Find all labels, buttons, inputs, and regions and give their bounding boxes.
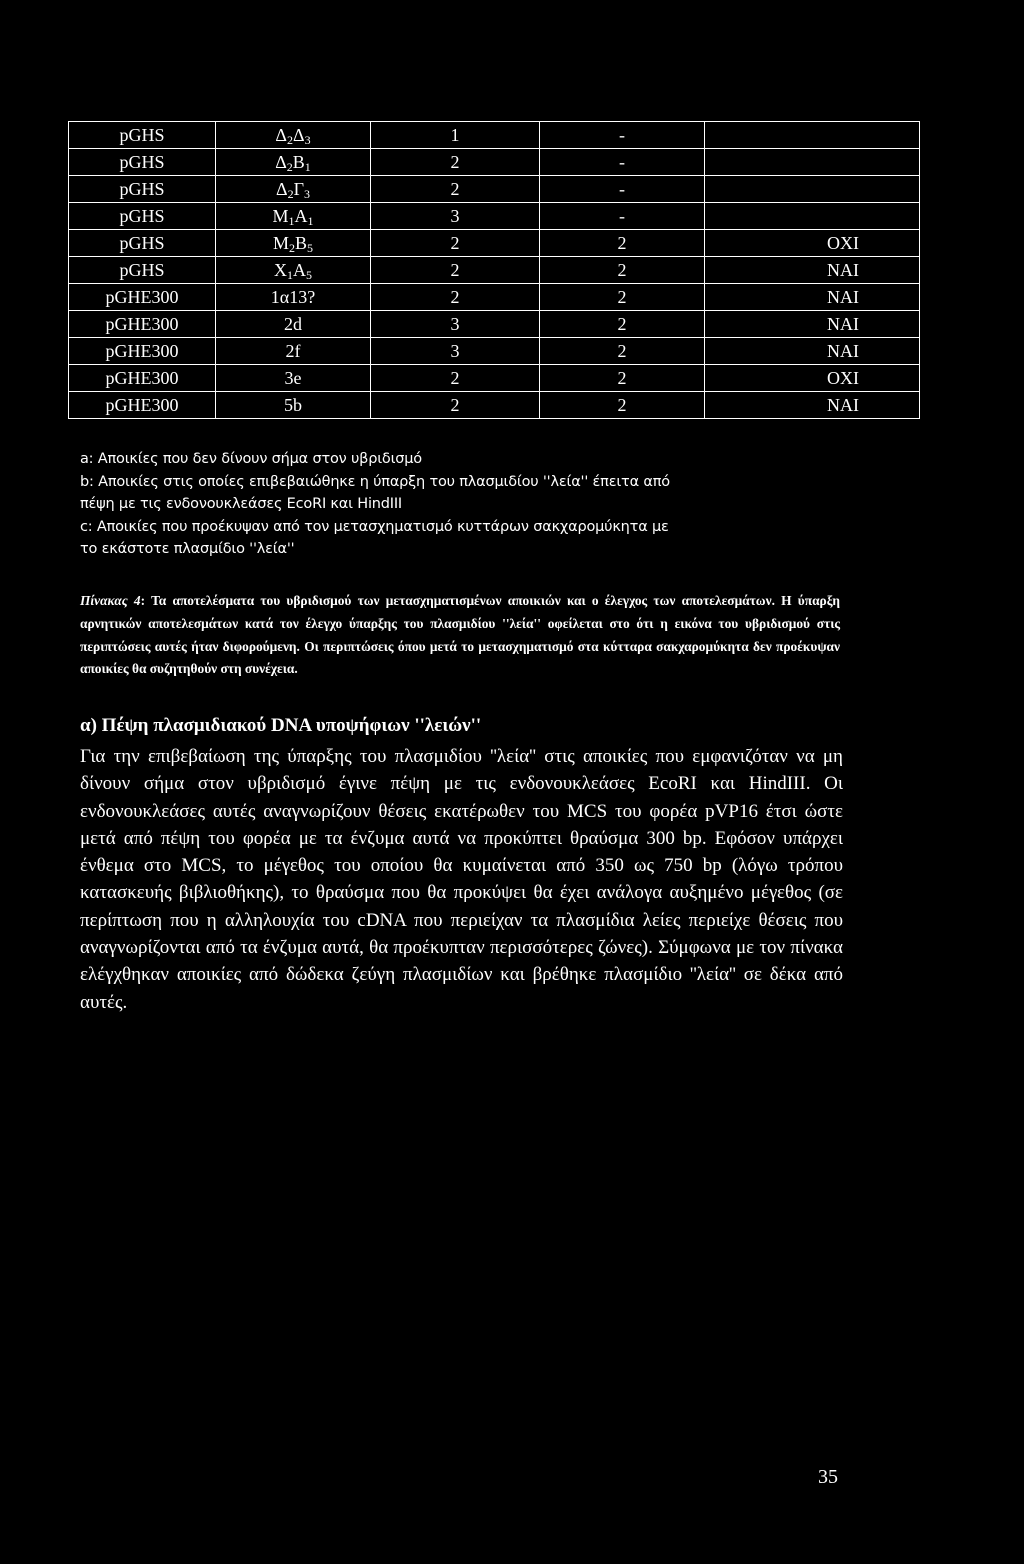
cell-col-b: -	[540, 203, 705, 230]
caption-label: Πίνακας 4	[80, 593, 141, 608]
cell-col-a: 2	[371, 230, 540, 257]
section-body: Για την επιβεβαίωση της ύπαρξης του πλασμιδίου ''λεία'' στις αποικίες που εμφανιζόταν να μη δίνουν σήμα στον υβριδισμό έγινε πέψη με τις ενδονουκλεάσες EcoRI και HindIII. Οι ενδονουκλεάσες αυτές αναγνωρίζουν θέσεις εκατέρωθεν του MCS του φορέα pVP16 έτσι ώστε μετά από πέψη του φορέα με τα ένζυμα αυτά να προκύπτει θραύσμα 300 bp. Εφόσον υπάρχει ένθεμα στο MCS, το μέγεθος του οποίου θα κυμαίνεται από 350 ως 750 bp (λόγω τρόπου κατασκευής βιβλιοθήκης), το θραύσμα που θα προκύψει θα έχει ανάλογα αυξημένο μέγεθος (σε περίπτωση που η αλληλουχία του cDNA που περιείχαν τα πλασμίδια λείες περιείχε θέσεις που αναγνωρίζονται από τα ένζυμα αυτά, θα προέκυπταν περισσότερες ζώνες). Σύμφωνα με τον πίνακα ελέγχθηκαν αποικίες από δώδεκα ζεύγη πλασμιδίων και βρέθηκε πλασμίδιο ''λεία'' σε δέκα από αυτές.	[80, 746, 843, 1013]
cell-clone	[216, 311, 371, 338]
cell-confirmed: NAI	[705, 311, 920, 338]
clone-subscript-1: 2	[287, 187, 294, 201]
cell-confirmed: OXI	[705, 365, 920, 392]
clone-base: 1α13?	[270, 287, 316, 307]
cell-confirmed: NAI	[705, 338, 920, 365]
table-notes	[80, 448, 860, 561]
cell-plasmid: pGHE300	[69, 284, 216, 311]
cell-plasmid: pGHE300	[69, 392, 216, 419]
clone-subscript-1: 2	[289, 241, 295, 255]
cell-confirmed	[705, 176, 920, 203]
results-table	[68, 121, 920, 419]
cell-plasmid: pGHS	[69, 122, 216, 149]
cell-plasmid: pGHS	[69, 257, 216, 284]
table-row	[69, 122, 920, 149]
cell-plasmid: pGHS	[69, 149, 216, 176]
clone-subscript-1: 2	[287, 133, 293, 147]
note-b-line1: b: Αποικίες στις οποίες επιβεβαιώθηκε η ύπαρξη του πλασμιδίου ''λεία'' έπειτα από	[80, 473, 670, 490]
cell-col-a: 3	[371, 203, 540, 230]
table-row	[69, 311, 920, 338]
clone-subscript-2: 3	[303, 187, 310, 201]
clone-mid: A	[293, 260, 306, 280]
cell-col-a: 2	[371, 284, 540, 311]
clone-subscript-1: 1	[287, 268, 293, 282]
cell-col-b: 2	[540, 311, 705, 338]
cell-confirmed: OXI	[705, 230, 920, 257]
cell-plasmid: pGHE300	[69, 365, 216, 392]
page-number: 35	[818, 1466, 838, 1488]
cell-clone	[216, 257, 371, 284]
table-row	[69, 392, 920, 419]
cell-col-a: 2	[371, 176, 540, 203]
cell-confirmed	[705, 122, 920, 149]
cell-confirmed	[705, 203, 920, 230]
cell-plasmid: pGHS	[69, 203, 216, 230]
cell-clone	[216, 230, 371, 257]
cell-col-a: 3	[371, 311, 540, 338]
clone-mid: Δ	[293, 125, 305, 145]
caption-text: : Τα αποτελέσματα του υβριδισμού των μετασχηματισμένων αποικιών και ο έλεγχος των αποτελεσμάτων. Η ύπαρξη αρνητικών αποτελεσμάτων κατά τον έλεγχο ύπαρξης του πλασμιδίου ''λεία'' οφείλεται στο ότι η εικόνα του υβριδισμού στις περιπτώσεις αυτές ήταν διφορούμενη. Οι περιπτώσεις όπου μετά το μετασχηματισμό στα κύτταρα σακχαρομύκητα δεν προέκυψαν αποικίες θα συζητηθούν στη συνέχεια.	[80, 593, 840, 677]
clone-base: M	[272, 206, 289, 226]
cell-clone	[216, 203, 371, 230]
cell-clone	[216, 176, 371, 203]
cell-clone	[216, 365, 371, 392]
clone-base: 5b	[284, 395, 302, 415]
clone-base: X	[274, 260, 287, 280]
cell-col-b: 2	[540, 257, 705, 284]
cell-col-a: 3	[371, 338, 540, 365]
results-table-body	[69, 122, 920, 419]
cell-col-a: 1	[371, 122, 540, 149]
note-c-line1: c: Αποικίες που προέκυψαν από τον μετασχηματισμό κυττάρων σακχαρομύκητα με	[80, 518, 669, 535]
cell-col-b: 2	[540, 338, 705, 365]
cell-col-b: 2	[540, 230, 705, 257]
cell-clone	[216, 284, 371, 311]
cell-confirmed	[705, 149, 920, 176]
cell-clone	[216, 392, 371, 419]
cell-clone	[216, 338, 371, 365]
cell-col-b: 2	[540, 392, 705, 419]
clone-base: 3e	[284, 368, 302, 388]
table-row	[69, 230, 920, 257]
cell-plasmid: pGHE300	[69, 338, 216, 365]
clone-subscript-2: 3	[304, 133, 311, 147]
table-row	[69, 365, 920, 392]
clone-subscript-2: 5	[306, 268, 312, 282]
cell-confirmed: NAI	[705, 284, 920, 311]
cell-plasmid: pGHS	[69, 230, 216, 257]
clone-mid: Γ	[293, 179, 304, 199]
cell-col-a: 2	[371, 149, 540, 176]
clone-base: 2f	[285, 341, 301, 361]
cell-confirmed: NAI	[705, 392, 920, 419]
table-row	[69, 149, 920, 176]
cell-col-a: 2	[371, 392, 540, 419]
clone-mid: B	[292, 152, 305, 172]
clone-base: 2d	[284, 314, 302, 334]
note-b-line2: πέψη με τις ενδονουκλεάσες EcoRI και HindIII	[80, 496, 403, 512]
cell-col-b: -	[540, 149, 705, 176]
cell-col-b: 2	[540, 365, 705, 392]
note-a: a: Αποικίες που δεν δίνουν σήμα στον υβριδισμό	[80, 451, 422, 467]
cell-plasmid: pGHE300	[69, 311, 216, 338]
clone-subscript-2: 5	[307, 241, 314, 255]
clone-base: Δ	[276, 179, 288, 199]
cell-clone	[216, 149, 371, 176]
clone-subscript-1: 1	[288, 214, 295, 228]
table-caption	[80, 590, 840, 681]
clone-subscript-2: 1	[307, 214, 314, 228]
table-row	[69, 176, 920, 203]
clone-subscript-1: 2	[286, 160, 293, 174]
clone-mid: B	[295, 233, 308, 253]
table-row	[69, 203, 920, 230]
cell-col-a: 2	[371, 257, 540, 284]
clone-base: Δ	[275, 125, 287, 145]
cell-col-a: 2	[371, 365, 540, 392]
table-row	[69, 284, 920, 311]
table-row	[69, 257, 920, 284]
cell-confirmed: NAI	[705, 257, 920, 284]
clone-mid: A	[294, 206, 308, 226]
note-c-line2: το εκάστοτε πλασμίδιο ''λεία''	[80, 541, 295, 557]
cell-col-b: 2	[540, 284, 705, 311]
cell-col-b: -	[540, 176, 705, 203]
clone-subscript-2: 1	[304, 160, 311, 174]
cell-plasmid: pGHS	[69, 176, 216, 203]
cell-col-b: -	[540, 122, 705, 149]
table-row	[69, 338, 920, 365]
clone-base: M	[272, 233, 289, 253]
cell-clone	[216, 122, 371, 149]
section-heading: α) Πέψη πλασμιδιακού DNA υποψήφιων ''λειών''	[80, 715, 482, 736]
clone-base: Δ	[275, 152, 287, 172]
